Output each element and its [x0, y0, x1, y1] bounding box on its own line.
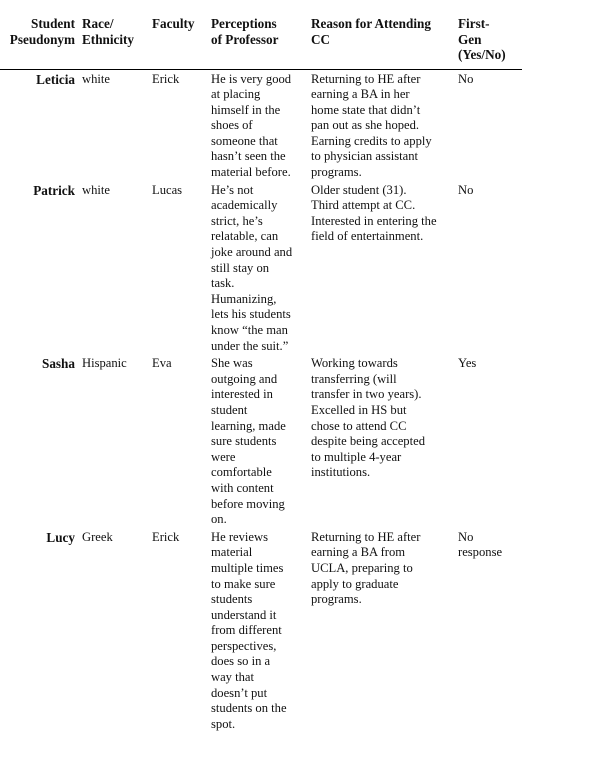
header-faculty: [148, 12, 207, 69]
cell-line: Humanizing,: [211, 291, 277, 306]
cell-line: No: [458, 529, 474, 544]
student-name-cell: Patrick: [33, 182, 75, 198]
cell-line: way that: [211, 670, 255, 685]
header-race-ethnicity: [78, 12, 148, 69]
cell-line: learning, made: [211, 418, 286, 433]
cell-line: strict, he’s: [211, 213, 263, 228]
header-reason: [307, 12, 454, 69]
table-body: [0, 69, 522, 740]
race-cell: white: [82, 71, 110, 86]
table-row: [0, 181, 522, 355]
cell-line: transferring (will: [311, 371, 397, 386]
faculty-cell: Erick: [152, 71, 180, 86]
cell-line: He’s not: [211, 182, 254, 197]
header-line: Perceptions: [211, 16, 277, 31]
cell-line: understand it: [211, 607, 277, 622]
student-name-cell: Leticia: [36, 71, 75, 87]
cell-line: at placing: [211, 87, 261, 102]
cell-line: perspectives,: [211, 638, 277, 653]
cell-line: spot.: [211, 716, 236, 731]
header-line: of Professor: [211, 31, 279, 47]
cell-line: Older student (31).: [311, 182, 407, 197]
cell-line: students on the: [211, 701, 287, 716]
cell-line: She was: [211, 356, 253, 371]
cell-line: sure students: [211, 434, 277, 449]
first-gen-cell: [454, 528, 522, 740]
cell-line: to make sure: [211, 576, 276, 591]
cell-line: chose to attend CC: [311, 418, 407, 433]
cell-line: multiple times: [211, 560, 284, 575]
cell-line: relatable, can: [211, 229, 279, 244]
race-cell: Greek: [82, 529, 113, 544]
faculty-cell: Lucas: [152, 182, 183, 197]
cell-line: UCLA, preparing to: [311, 560, 413, 575]
cell-line: joke around and: [211, 245, 293, 260]
cell-line: student: [211, 402, 248, 417]
first-gen-cell: [454, 181, 522, 355]
cell-line: before moving: [211, 496, 285, 511]
table-row: [0, 69, 522, 181]
cell-line: interested in: [211, 387, 273, 402]
cell-line: academically: [211, 198, 278, 213]
cell-line: comfortable: [211, 465, 272, 480]
cell-line: programs.: [311, 592, 362, 607]
cell-line: pan out as she hoped.: [311, 118, 420, 133]
cell-line: transfer in two years).: [311, 387, 422, 402]
header-line: First-: [458, 16, 490, 31]
header-line: Gen: [458, 31, 482, 47]
cell-line: Returning to HE after: [311, 529, 421, 544]
first-gen-cell: [454, 69, 522, 181]
cell-line: earning a BA from: [311, 545, 406, 560]
table-header-row: [0, 12, 522, 69]
cell-line: shoes of: [211, 118, 253, 133]
cell-line: apply to graduate: [311, 576, 399, 591]
cell-line: students: [211, 592, 253, 607]
header-student-pseudonym: [0, 12, 78, 69]
student-profile-table: [0, 12, 522, 740]
header-line: Reason for Attending: [311, 16, 431, 31]
cell-line: No: [458, 182, 474, 197]
first-gen-cell: [454, 354, 522, 528]
cell-line: to multiple 4-year: [311, 449, 402, 464]
cell-line: hasn’t seen the: [211, 149, 286, 164]
header-line: (Yes/No): [458, 47, 506, 62]
cell-line: someone that: [211, 133, 278, 148]
header-line: Pseudonym: [9, 31, 75, 47]
student-name-cell: Lucy: [46, 529, 75, 545]
cell-line: to physician assistant: [311, 149, 419, 164]
cell-line: were: [211, 449, 236, 464]
cell-line: Working towards: [311, 356, 398, 371]
header-line: CC: [311, 31, 331, 47]
cell-line: field of entertainment.: [311, 229, 424, 244]
race-cell: white: [82, 182, 110, 197]
cell-line: home state that didn’t: [311, 102, 421, 117]
perception-cell: [207, 69, 307, 181]
table-row: [0, 354, 522, 528]
reason-cell: [307, 354, 454, 528]
cell-line: response: [458, 545, 503, 560]
reason-cell: [307, 528, 454, 740]
cell-line: outgoing and: [211, 371, 278, 386]
table-row: [0, 528, 522, 740]
header-line: Ethnicity: [82, 31, 135, 47]
reason-cell: [307, 181, 454, 355]
header-line: Student: [31, 16, 75, 31]
cell-line: under the suit.”: [211, 338, 289, 353]
cell-line: from different: [211, 623, 282, 638]
cell-line: Third attempt at CC.: [311, 198, 416, 213]
header-line: Faculty: [152, 16, 195, 31]
cell-line: Interested in entering the: [311, 213, 437, 228]
cell-line: Earning credits to apply: [311, 133, 432, 148]
cell-line: himself in the: [211, 102, 281, 117]
cell-line: material: [211, 545, 253, 560]
perception-cell: [207, 354, 307, 528]
cell-line: Yes: [458, 356, 477, 371]
cell-line: Excelled in HS but: [311, 402, 407, 417]
header-perceptions: [207, 12, 307, 69]
cell-line: Returning to HE after: [311, 71, 421, 86]
cell-line: know “the man: [211, 323, 288, 337]
header-first-gen: [454, 12, 522, 69]
student-name-cell: Sasha: [42, 356, 75, 372]
cell-line: despite being accepted: [311, 434, 425, 449]
cell-line: does so in a: [211, 654, 271, 669]
cell-line: institutions.: [311, 465, 371, 480]
cell-line: He reviews: [211, 529, 268, 544]
cell-line: programs.: [311, 165, 362, 180]
cell-line: No: [458, 71, 474, 86]
perception-cell: [207, 181, 307, 355]
perception-cell: [207, 528, 307, 740]
cell-line: earning a BA in her: [311, 87, 410, 102]
cell-line: lets his students: [211, 307, 291, 322]
cell-line: task.: [211, 276, 235, 291]
header-line: Race/: [82, 16, 114, 31]
faculty-cell: Eva: [152, 356, 172, 371]
cell-line: on.: [211, 512, 227, 527]
cell-line: doesn’t put: [211, 685, 268, 700]
cell-line: material before.: [211, 165, 291, 180]
race-cell: Hispanic: [82, 356, 127, 371]
cell-line: with content: [211, 480, 274, 495]
faculty-cell: Erick: [152, 529, 180, 544]
cell-line: He is very good: [211, 71, 292, 86]
reason-cell: [307, 69, 454, 181]
cell-line: still stay on: [211, 260, 270, 275]
